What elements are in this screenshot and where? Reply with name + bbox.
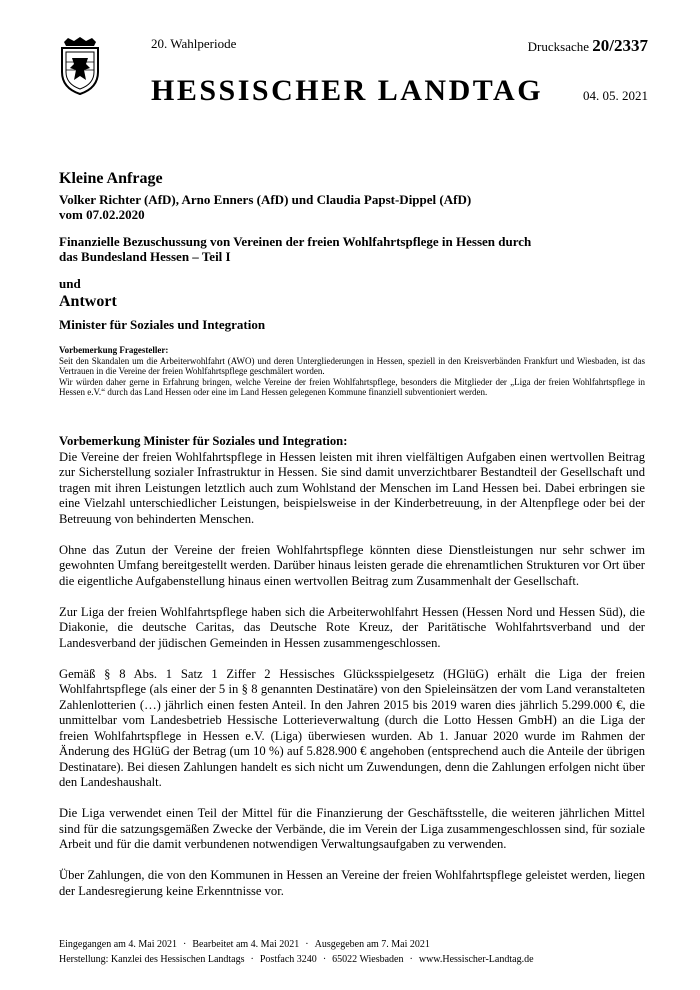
- footer-dates: Eingegangen am 4. Mai 2021 · Bearbeitet am 4. Mai 2021 · Ausgegeben am 7. Mai 2021: [59, 939, 430, 950]
- und-label: und: [59, 276, 81, 291]
- inquiry-date: vom 07.02.2020: [59, 207, 145, 222]
- drucksache-label: Drucksache: [527, 39, 590, 54]
- drucksache: [528, 36, 648, 56]
- minister-preface-paragraph: Die Vereine der freien Wohlfahrtspflege in Hessen leisten mit ihren vielfältigen Aufgaben einen wertvollen Beitrag zur Sicherstellung sozialer Infrastruktur in Hessen. Sie sind damit unverzichtbarer Bestandteil der Gesellschaft und tragen mit ihren Leistungen letztlich auch zum Wohlstand der Menschen im Land Hessen bei. Dabei erbringen sie eine Vielzahl unterschiedlicher Leistungen, beispielsweise in der Kinderbetreuung, in der Altenpflege oder bei der Betreuung von behinderten Menschen.: [59, 449, 645, 526]
- website-link: www.Hessischer-Landtag.de: [418, 954, 534, 965]
- city: 65022 Wiesbaden: [332, 954, 404, 965]
- minister-preface-label: Vorbemerkung Minister für Soziales und Integration:: [59, 434, 348, 448]
- drucksache-number: 20/2337: [592, 36, 648, 55]
- authors: Volker Richter (AfD), Arno Enners (AfD) und Claudia Papst-Dippel (AfD): [59, 192, 472, 207]
- subject-line-2: das Bundesland Hessen – Teil I: [59, 249, 231, 264]
- coat-of-arms-icon: [58, 36, 102, 96]
- received-date: Eingegangen am 4. Mai 2021: [59, 939, 178, 950]
- questioner-preface-p1: Seit den Skandalen um die Arbeiterwohlfahrt (AWO) und deren Untergliederungen in Hessen, speziell in den Kreisverbänden Frankfurt und Wiesbaden, ist das Vertrauen in die Vereine der freien Wohlfahrtspflege geschmälert worden.: [59, 355, 645, 377]
- issued-date: Ausgegeben am 7. Mai 2021: [314, 939, 430, 950]
- footer: [59, 937, 649, 967]
- minister-preface-paragraph: Zur Liga der freien Wohlfahrtspflege haben sich die Arbeiterwohlfahrt Hessen (Hessen Nord und Hessen Süd), die Diakonie, die deutsche Caritas, das Deutsche Rote Kreuz, der Paritätische Wohlfahrtsverband und der Landesverband der jüdischen Gemeinden in Hessen zusammengeschlossen.: [59, 604, 645, 650]
- minister-preface-paragraph: Gemäß § 8 Abs. 1 Satz 1 Ziffer 2 Hessisches Glücksspielgesetz (HGlüG) erhält die Liga der freien Wohlfahrtspflege (als einer der 5 in § 8 genannten Destinatäre) von den Spieleinsätzen der vom Land veranstalteten Zahlenlotterien (…) jährlich einen festen Anteil. In den Jahren 2015 bis 2019 waren dies jährlich 5.299.000 €, die unmittelbar vom Landesbetrieb Hessische Lotterieverwaltung (durch die Lotto Hessen GmbH) an die Liga der freien Wohlfahrtspflege in Hessen e.V. (Liga) überwiesen wurden. Ab 1. Januar 2020 wurde im Rahmen der Änderung des HGlüG der Betrag (um 10 %) auf 5.828.900 € angehoben (entsprechend auch die Anteile der übrigen Destinatare). Bei diesen Zahlungen handelt es sich nicht um Zuwendungen, denn die Zahlungen erfolgen nicht über den Landeshaushalt.: [59, 666, 645, 789]
- document-type: Kleine Anfrage: [59, 170, 163, 187]
- legislative-period: 20. Wahlperiode: [151, 36, 237, 51]
- processed-date: Bearbeitet am 4. Mai 2021: [192, 939, 300, 950]
- subject-line-1: Finanzielle Bezuschussung von Vereinen der freien Wohlfahrtspflege in Hessen durch: [59, 234, 532, 249]
- document-date: 04. 05. 2021: [583, 88, 648, 103]
- minister-preface-paragraph: Die Liga verwendet einen Teil der Mittel für die Finanzierung der Geschäftsstelle, die weiteren jährlichen Mittel sind für die satzungsgemäßen Zwecke der Verbände, die im Verein der Liga zusammengeschlossen sind, für soziale Arbeit und für die damit verbundenen notwendigen Verwaltungsaufgaben zu verwenden.: [59, 806, 645, 851]
- footer-imprint: Herstellung: Kanzlei des Hessischen Landtags · Postfach 3240 · 65022 Wiesbaden · www.Hessischer-Landtag.de: [59, 954, 534, 965]
- parliament-name: HESSISCHER LANDTAG: [151, 74, 544, 107]
- title-block: [59, 170, 649, 332]
- minister: Minister für Soziales und Integration: [59, 317, 266, 332]
- printer: Herstellung: Kanzlei des Hessischen Landtags: [59, 954, 245, 965]
- minister-preface: [59, 434, 645, 915]
- questioner-preface-p2: Wir würden daher gerne in Erfahrung bringen, welche Vereine der freien Wohlfahrtspflege, besonders die Mitglieder der „Liga der freien Wohlfahrtspflege in Hessen e.V.“ durch das Land Hessen oder eine im Land Hessen gelegenen Kommune finanziell subventioniert werden.: [59, 376, 645, 398]
- postbox: Postfach 3240: [259, 954, 317, 965]
- questioner-preface-label: Vorbemerkung Fragesteller:: [59, 345, 169, 355]
- answer-label: Antwort: [59, 293, 117, 310]
- minister-preface-paragraph: Über Zahlungen, die von den Kommunen in Hessen an Vereine der freien Wohlfahrtspflege geleistet werden, liegen der Landesregierung keine Erkenntnisse vor.: [59, 868, 645, 898]
- questioner-preface: [59, 345, 645, 398]
- minister-preface-paragraph: Ohne das Zutun der Vereine der freien Wohlfahrtspflege könnten diese Dienstleistungen nur sehr schwer im gewohnten Umfang bereitgestellt werden. Darüber hinaus leisten gerade die ehrenamtlichen Strukturen vor Ort über die eigentliche Aufgabenstellung hinaus einen wertvollen Beitrag zum Zusammenhalt der Gesellschaft.: [59, 542, 645, 588]
